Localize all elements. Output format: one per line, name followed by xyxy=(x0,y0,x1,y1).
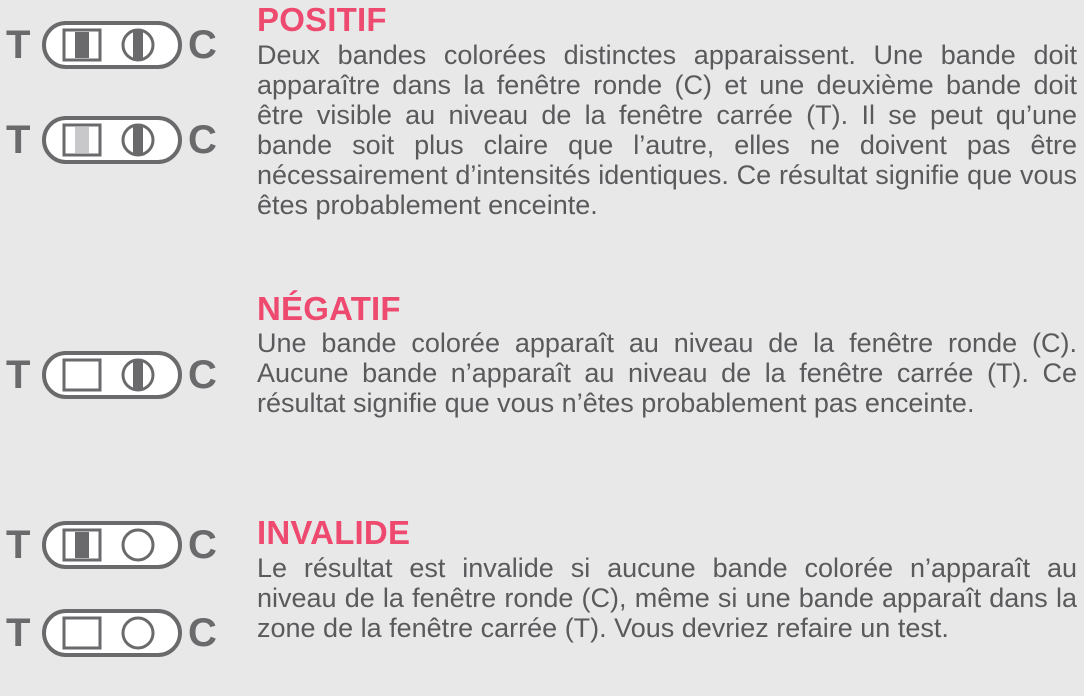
strip-label-t: T xyxy=(6,611,31,655)
section-title: NÉGATIF xyxy=(257,290,401,327)
test-strip-icon xyxy=(42,115,182,165)
test-strip-positive-strong xyxy=(6,20,228,70)
section-text: Deux bandes colorées distinctes apparaissent. Une bande doit apparaître dans la fenêtre ronde (C) et une deuxième bande doit être visible au niveau de la fenêtre carrée (T). Il se peut qu’une bande soit plus claire que l’autre, elles ne doivent pas être nécessairement d’intensités identiques. Ce résultat signifie que vous êtes probablement enceinte. xyxy=(257,40,1077,220)
section-title: POSITIF xyxy=(257,1,387,38)
test-strip-icon xyxy=(42,20,182,70)
test-strip-invalid-none xyxy=(6,608,228,658)
section-positif xyxy=(0,0,1084,250)
section-title: INVALIDE xyxy=(257,514,411,551)
strip-label-t: T xyxy=(6,118,31,162)
strip-label-c: C xyxy=(188,523,217,567)
test-strip-negative xyxy=(6,350,228,400)
section-negatif xyxy=(0,290,1084,470)
strip-label-c: C xyxy=(188,353,217,397)
strip-label-c: C xyxy=(188,118,217,162)
strip-label-t: T xyxy=(6,353,31,397)
test-strip-icon xyxy=(42,520,182,570)
strip-label-t: T xyxy=(6,523,31,567)
strip-label-t: T xyxy=(6,23,31,67)
test-strip-icon xyxy=(42,350,182,400)
strip-label-c: C xyxy=(188,611,217,655)
section-text: Une bande colorée apparaît au niveau de la fenêtre ronde (C). Aucune bande n’apparaît au niveau de la fenêtre carrée (T). Ce résultat signifie que vous n’êtes probablement pas enceinte. xyxy=(257,328,1077,418)
test-strip-icon xyxy=(42,608,182,658)
section-invalide xyxy=(0,508,1084,696)
test-strip-positive-faint xyxy=(6,115,228,165)
test-strip-invalid-t-only xyxy=(6,520,228,570)
strip-label-c: C xyxy=(188,23,217,67)
section-text: Le résultat est invalide si aucune bande colorée n’apparaît au niveau de la fenêtre ronde (C), même si une bande apparaît dans la zone de la fenêtre carrée (T). Vous devriez refaire un test. xyxy=(257,553,1077,643)
